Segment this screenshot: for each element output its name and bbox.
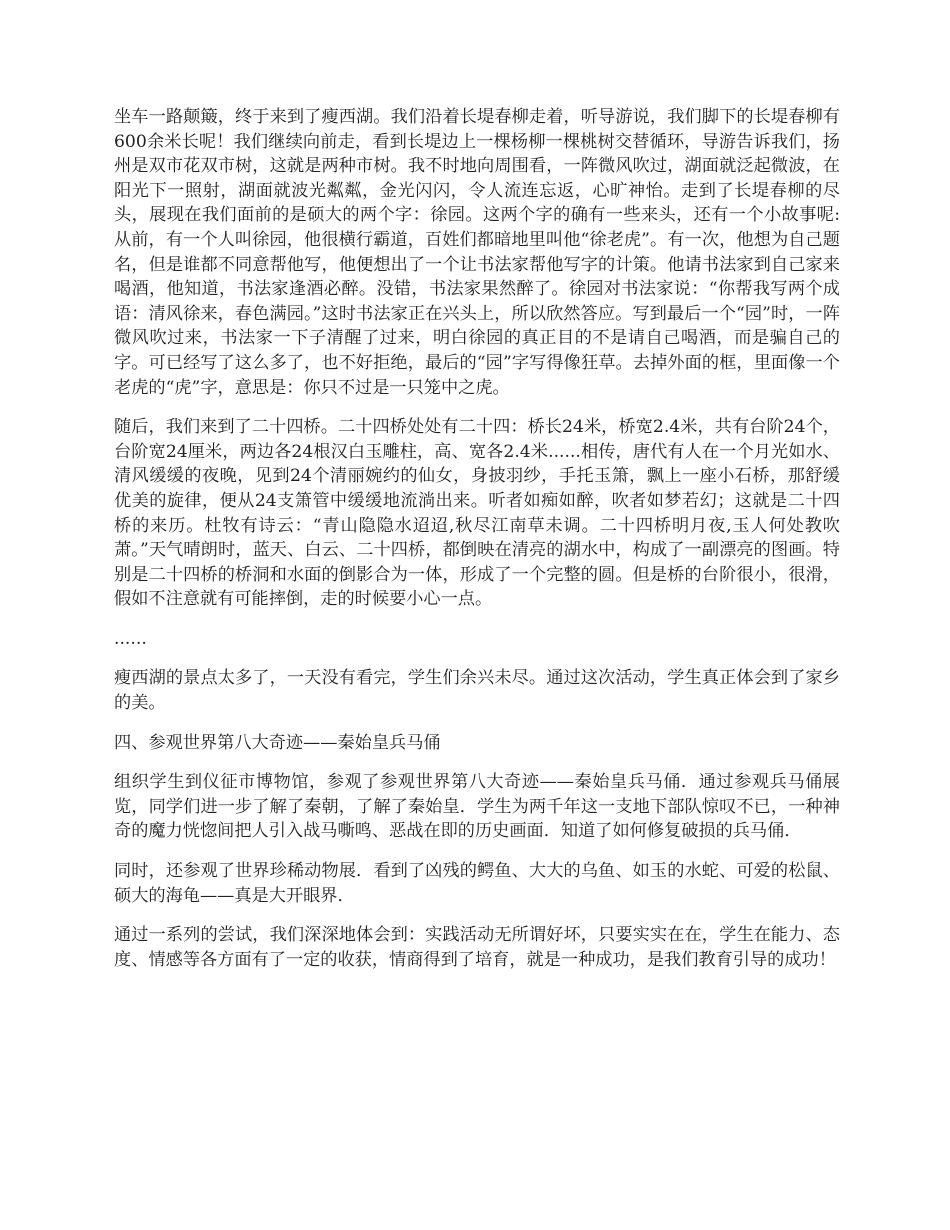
paragraph-conclusion: 通过一系列的尝试，我们深深地体会到：实践活动无所谓好坏，只要实实在在，学生在能力、态度、情感等各方面有了一定的收获，情商得到了培育，就是一种成功，是我们教育引导的成功！ — [114, 925, 840, 970]
paragraph-animal-exhibit: 同时，还参观了世界珍稀动物展．看到了凶残的鳄鱼、大大的乌鱼、如玉的水蛇、可爱的松鼠、硕大的海龟——真是大开眼界． — [114, 861, 840, 906]
paragraph-twenty-four-bridge: 随后，我们来到了二十四桥。二十四桥处处有二十四：桥长24米，桥宽2.4米，共有台阶24个，台阶宽24厘米，两边各24根汉白玉雕柱，高、宽各2.4米......相传，唐代有人在一个月光如水、清风缓缓的夜晚，见到24个清丽婉约的仙女，身披羽纱，手托玉箫，飘上一座小石桥，那舒缓优美的旋律，便从24支箫管中缓缓地流淌出来。听者如痴如醉，吹者如梦若幻；这就是二十四桥的来历。杜牧有诗云：“青山隐隐水迢迢,秋尽江南草未调。二十四桥明月夜,玉人何处教吹萧。”天气晴朗时，蓝天、白云、二十四桥，都倒映在清亮的湖水中，构成了一副漂亮的图画。特别是二十四桥的桥洞和水面的倒影合为一体，形成了一个完整的圆。但是桥的台阶很小，很滑，假如不注意就有可能摔倒，走的时候要小心一点。 — [114, 417, 840, 610]
paragraph-museum-visit: 组织学生到仪征市博物馆，参观了参观世界第八大奇迹——秦始皇兵马俑．通过参观兵马俑展览，同学们进一步了解了秦朝，了解了秦始皇．学生为两千年这一支地下部队惊叹不已，一种神奇的魔力恍惚间把人引入战马嘶鸣、恶战在即的历史画面．知道了如何修复破损的兵马俑． — [114, 772, 840, 842]
paragraph-ellipsis: ...... — [114, 628, 147, 649]
document-body — [114, 105, 840, 987]
section-heading-terracotta: 四、参观世界第八大奇迹——秦始皇兵马俑 — [114, 732, 441, 753]
paragraph-slender-west-lake: 坐车一路颠簸，终于来到了瘦西湖。我们沿着长堤春柳走着，听导游说，我们脚下的长堤春柳有600余米长呢！我们继续向前走，看到长堤边上一棵杨柳一棵桃树交替循环，导游告诉我们，扬州是双市花双市树，这就是两种市树。我不时地向周围看，一阵微风吹过，湖面就泛起微波，在阳光下一照射，湖面就波光粼粼，金光闪闪，令人流连忘返，心旷神怡。走到了长堤春柳的尽头，展现在我们面前的是硕大的两个字：徐园。这两个字的确有一些来头，还有一个小故事呢:从前，有一个人叫徐园，他很横行霸道，百姓们都暗地里叫他“徐老虎”。有一次，他想为自己题名，但是谁都不同意帮他写，他便想出了一个让书法家帮他写字的计策。他请书法家到自己家来喝酒，他知道，书法家逢酒必醉。没错，书法家果然醉了。徐园对书法家说：“你帮我写两个成语：清风徐来，春色满园。”这时书法家正在兴头上，所以欣然答应。写到最后一个“园”时，一阵微风吹过来，书法家一下子清醒了过来，明白徐园的真正目的不是请自己喝酒，而是骗自己的字。可已经写了这么多了，也不好拒绝，最后的“园”字写得像狂草。去掉外面的框，里面像一个老虎的“虎”字，意思是：你只不过是一只笼中之虎。 — [114, 107, 840, 398]
paragraph-lake-summary: 瘦西湖的景点太多了，一天没有看完，学生们余兴未尽。通过这次活动，学生真正体会到了家乡的美。 — [114, 668, 840, 714]
